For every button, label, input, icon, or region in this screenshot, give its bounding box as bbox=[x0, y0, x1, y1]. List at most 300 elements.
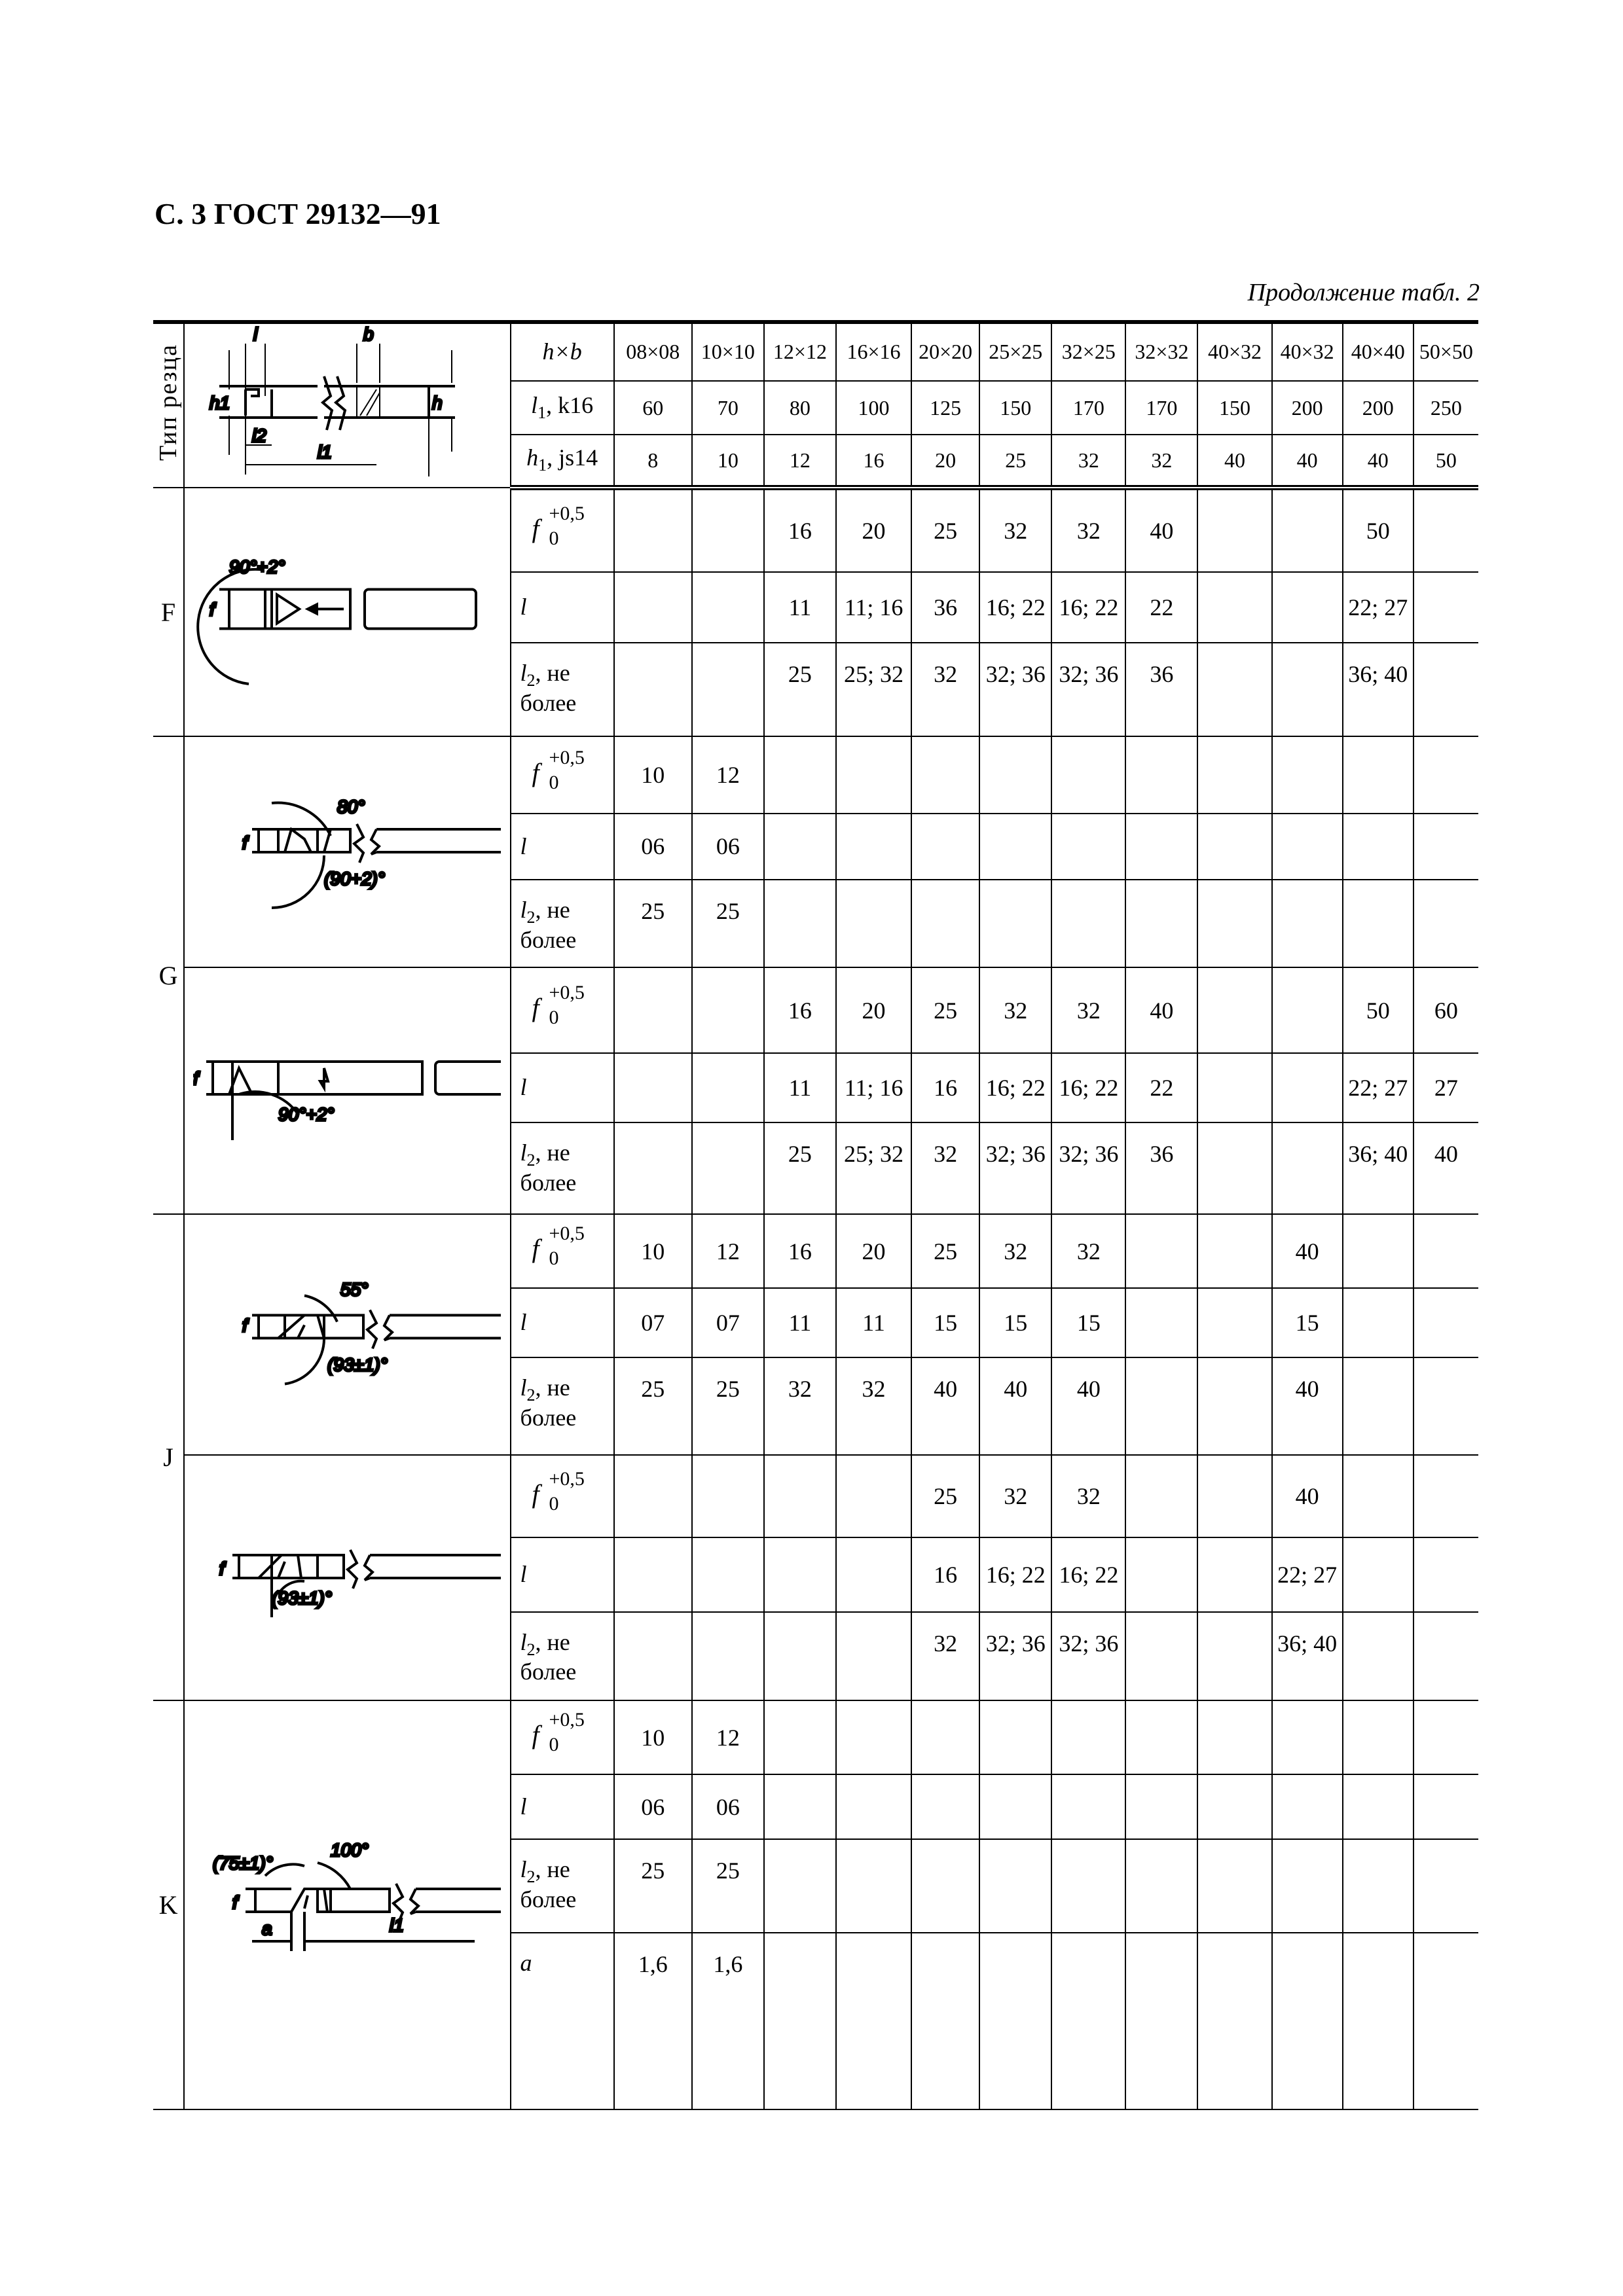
value-cell: 16 bbox=[911, 1053, 979, 1122]
value-cell bbox=[911, 814, 979, 880]
param-label-l bbox=[511, 572, 614, 643]
f-upper-tolerance: +0,5 bbox=[549, 1709, 585, 1731]
param-l-symbol: l bbox=[520, 594, 527, 620]
hb-label: h×b bbox=[542, 338, 582, 365]
value-cell bbox=[1125, 1933, 1197, 2109]
value-cell bbox=[1272, 1122, 1343, 1214]
value-cell bbox=[1197, 1357, 1271, 1455]
value-cell: 16 bbox=[764, 488, 836, 572]
value-cell: 25; 32 bbox=[836, 643, 911, 736]
value-cell bbox=[1197, 1839, 1271, 1932]
f-lower-tolerance: 0 bbox=[549, 527, 559, 549]
header-value-cell: 32×32 bbox=[1125, 322, 1197, 381]
value-cell: 36; 40 bbox=[1343, 1122, 1413, 1214]
param-label-l bbox=[511, 1288, 614, 1357]
value-cell: 32 bbox=[764, 1357, 836, 1455]
value-cell bbox=[692, 967, 764, 1053]
value-cell bbox=[836, 1700, 911, 1774]
a-dimension-label: a bbox=[262, 1918, 272, 1939]
value-cell bbox=[836, 880, 911, 967]
value-cell bbox=[1413, 1933, 1478, 2109]
header-value-cell: 25×25 bbox=[979, 322, 1051, 381]
value-cell bbox=[1051, 1839, 1125, 1932]
value-cell bbox=[614, 643, 692, 736]
l2-qualifier: , не более bbox=[520, 1374, 577, 1431]
value-cell bbox=[979, 1700, 1051, 1774]
value-cell bbox=[1272, 488, 1343, 572]
value-cell bbox=[911, 880, 979, 967]
param-l-symbol: l bbox=[520, 1561, 527, 1588]
value-cell bbox=[692, 488, 764, 572]
param-label-f bbox=[511, 1455, 614, 1537]
value-cell: 32 bbox=[979, 1214, 1051, 1288]
value-cell bbox=[1343, 1537, 1413, 1611]
f-upper-tolerance: +0,5 bbox=[549, 1223, 585, 1245]
value-cell: 32 bbox=[1051, 1214, 1125, 1288]
header-value-cell: 12 bbox=[764, 435, 836, 488]
cutter-type-cell: J bbox=[153, 1214, 184, 1700]
value-cell bbox=[1343, 1933, 1413, 2109]
value-cell: 40 bbox=[979, 1357, 1051, 1455]
header-value-cell: 170 bbox=[1051, 381, 1125, 435]
param-f bbox=[520, 982, 585, 1030]
value-cell bbox=[692, 572, 764, 643]
cutter-type-label: Тип резца bbox=[155, 344, 183, 461]
value-cell: 11; 16 bbox=[836, 1053, 911, 1122]
value-cell: 15 bbox=[911, 1288, 979, 1357]
value-cell: 10 bbox=[614, 1214, 692, 1288]
header-row bbox=[153, 322, 1478, 381]
f-upper-tolerance: +0,5 bbox=[549, 502, 585, 524]
value-cell bbox=[1272, 572, 1343, 643]
value-cell bbox=[1272, 967, 1343, 1053]
value-cell bbox=[764, 1612, 836, 1700]
value-cell: 16 bbox=[911, 1537, 979, 1611]
value-cell bbox=[614, 1455, 692, 1537]
value-cell: 60 bbox=[1413, 967, 1478, 1053]
value-cell: 1,6 bbox=[692, 1933, 764, 2109]
value-cell: 12 bbox=[692, 1214, 764, 1288]
value-cell: 32 bbox=[911, 1122, 979, 1214]
value-cell bbox=[692, 1122, 764, 1214]
value-cell bbox=[836, 1612, 911, 1700]
f-dimension-label: f bbox=[210, 599, 215, 620]
value-cell: 07 bbox=[692, 1288, 764, 1357]
value-cell: 20 bbox=[836, 1214, 911, 1288]
param-l-symbol: l bbox=[520, 1074, 527, 1101]
table-continuation-caption: Продолжение табл. 2 bbox=[1247, 279, 1480, 306]
value-cell: 32; 36 bbox=[1051, 1122, 1125, 1214]
value-cell bbox=[1413, 880, 1478, 967]
param-label-l2 bbox=[511, 1612, 614, 1700]
value-cell bbox=[692, 1455, 764, 1537]
header-value-cell: 40×32 bbox=[1272, 322, 1343, 381]
l1-symbol: l bbox=[531, 392, 538, 419]
param-f bbox=[520, 1709, 585, 1757]
value-cell bbox=[1197, 1933, 1271, 2109]
l1-subscript: 1 bbox=[538, 403, 547, 423]
value-cell bbox=[1272, 1700, 1343, 1774]
h1-dimension-label: h1 bbox=[210, 393, 230, 413]
value-cell: 36; 40 bbox=[1343, 643, 1413, 736]
value-cell bbox=[979, 736, 1051, 814]
header-value-cell: 170 bbox=[1125, 381, 1197, 435]
angle-label: (93±1)° bbox=[272, 1588, 333, 1608]
value-cell: 11 bbox=[764, 572, 836, 643]
f-lower-tolerance: 0 bbox=[549, 1734, 559, 1756]
value-cell bbox=[1051, 1700, 1125, 1774]
value-cell bbox=[1413, 1455, 1478, 1537]
f-upper-tolerance: +0,5 bbox=[549, 982, 585, 1004]
value-cell: 50 bbox=[1343, 967, 1413, 1053]
value-cell: 25 bbox=[911, 1455, 979, 1537]
param-label-l2 bbox=[511, 643, 614, 736]
value-cell bbox=[764, 736, 836, 814]
param-label-l bbox=[511, 1053, 614, 1122]
value-cell bbox=[764, 880, 836, 967]
value-cell: 40 bbox=[911, 1357, 979, 1455]
angle-label: 55° bbox=[340, 1279, 369, 1300]
angle-label: (93±1)° bbox=[327, 1354, 388, 1375]
value-cell bbox=[911, 1700, 979, 1774]
value-cell bbox=[1343, 736, 1413, 814]
l2-symbol: l bbox=[520, 660, 527, 687]
value-cell: 15 bbox=[979, 1288, 1051, 1357]
l2-qualifier: , не более bbox=[520, 1856, 577, 1913]
l2-symbol: l bbox=[520, 1628, 527, 1655]
value-cell: 07 bbox=[614, 1288, 692, 1357]
value-cell bbox=[1197, 1214, 1271, 1288]
value-cell bbox=[836, 814, 911, 880]
cutter-type-cell: F bbox=[153, 488, 184, 736]
table-row bbox=[153, 1455, 1478, 1537]
value-cell: 32; 36 bbox=[979, 1612, 1051, 1700]
value-cell bbox=[1197, 1288, 1271, 1357]
value-cell bbox=[1413, 736, 1478, 814]
header-value-cell: 40×32 bbox=[1197, 322, 1271, 381]
value-cell bbox=[1343, 1214, 1413, 1288]
h1-symbol: h bbox=[526, 444, 539, 471]
value-cell bbox=[1125, 1839, 1197, 1932]
l2-dimension-label: l2 bbox=[252, 425, 267, 446]
value-cell bbox=[764, 1537, 836, 1611]
header-value-cell: 20×20 bbox=[911, 322, 979, 381]
value-cell bbox=[1272, 1053, 1343, 1122]
value-cell: 16; 22 bbox=[1051, 1053, 1125, 1122]
value-cell bbox=[979, 1774, 1051, 1839]
cutter-type-cell: G bbox=[153, 736, 184, 1214]
header-value-cell: 25 bbox=[979, 435, 1051, 488]
value-cell: 25 bbox=[911, 488, 979, 572]
value-cell: 06 bbox=[614, 814, 692, 880]
l2-subscript: 2 bbox=[526, 671, 536, 691]
param-l-symbol: l bbox=[520, 1309, 527, 1336]
header-value-cell: 10×10 bbox=[692, 322, 764, 381]
cutter-drawing-j2 bbox=[193, 1456, 501, 1694]
value-cell bbox=[1125, 1537, 1197, 1611]
l2-subscript: 2 bbox=[526, 1151, 536, 1170]
value-cell: 25 bbox=[764, 1122, 836, 1214]
value-cell: 36 bbox=[1125, 1122, 1197, 1214]
value-cell: 32 bbox=[836, 1357, 911, 1455]
value-cell bbox=[911, 1774, 979, 1839]
value-cell: 06 bbox=[692, 1774, 764, 1839]
angle-label: 80° bbox=[337, 797, 365, 817]
value-cell bbox=[1343, 1612, 1413, 1700]
value-cell bbox=[692, 1053, 764, 1122]
value-cell bbox=[1051, 1933, 1125, 2109]
header-value-cell: 40×40 bbox=[1343, 322, 1413, 381]
value-cell: 25 bbox=[614, 1839, 692, 1932]
value-cell bbox=[614, 572, 692, 643]
value-cell: 16; 22 bbox=[979, 1537, 1051, 1611]
value-cell: 36 bbox=[911, 572, 979, 643]
cutter-drawing-cell bbox=[184, 1700, 510, 2109]
value-cell: 32 bbox=[1051, 488, 1125, 572]
value-cell: 22; 27 bbox=[1272, 1537, 1343, 1611]
f-upper-tolerance: +0,5 bbox=[549, 1467, 585, 1490]
value-cell bbox=[836, 1839, 911, 1932]
cutter-drawing-cell bbox=[184, 488, 510, 736]
value-cell bbox=[1197, 572, 1271, 643]
param-label-f bbox=[511, 1214, 614, 1288]
value-cell bbox=[1413, 572, 1478, 643]
param-label-l2 bbox=[511, 1122, 614, 1214]
value-cell bbox=[614, 488, 692, 572]
h-dimension-label: h bbox=[432, 393, 443, 413]
value-cell bbox=[1125, 1214, 1197, 1288]
f-dimension-label: f bbox=[242, 1315, 248, 1336]
value-cell: 11 bbox=[764, 1053, 836, 1122]
table-row bbox=[153, 1214, 1478, 1288]
value-cell: 15 bbox=[1051, 1288, 1125, 1357]
f-symbol: f bbox=[532, 757, 539, 787]
angle-label: (90+2)° bbox=[324, 869, 386, 889]
cutter-drawing-cell bbox=[184, 1214, 510, 1455]
value-cell bbox=[1125, 1774, 1197, 1839]
param-label-l bbox=[511, 1774, 614, 1839]
header-value-cell: 150 bbox=[1197, 381, 1271, 435]
f-upper-tolerance: +0,5 bbox=[549, 746, 585, 768]
value-cell: 40 bbox=[1125, 488, 1197, 572]
f-lower-tolerance: 0 bbox=[549, 1247, 559, 1270]
f-dimension-label: f bbox=[242, 833, 248, 853]
value-cell: 27 bbox=[1413, 1053, 1478, 1122]
l2-qualifier: , не более bbox=[520, 1628, 577, 1685]
value-cell: 25 bbox=[764, 643, 836, 736]
cutter-dimensions-table bbox=[153, 320, 1478, 2110]
value-cell bbox=[1272, 814, 1343, 880]
value-cell: 25 bbox=[911, 1214, 979, 1288]
cutter-drawing-k bbox=[193, 1701, 501, 2103]
value-cell bbox=[1272, 1774, 1343, 1839]
header-value-cell: 80 bbox=[764, 381, 836, 435]
value-cell: 12 bbox=[692, 1700, 764, 1774]
value-cell bbox=[1197, 967, 1271, 1053]
f-lower-tolerance: 0 bbox=[549, 1492, 559, 1515]
param-f bbox=[520, 1467, 585, 1516]
header-value-cell: 200 bbox=[1272, 381, 1343, 435]
value-cell bbox=[1197, 1700, 1271, 1774]
value-cell: 32 bbox=[1051, 1455, 1125, 1537]
value-cell bbox=[614, 1053, 692, 1122]
value-cell: 15 bbox=[1272, 1288, 1343, 1357]
value-cell bbox=[911, 1839, 979, 1932]
value-cell bbox=[1125, 1700, 1197, 1774]
value-cell: 32 bbox=[911, 643, 979, 736]
cutter-drawing-cell bbox=[184, 1455, 510, 1700]
value-cell bbox=[1413, 1537, 1478, 1611]
value-cell bbox=[1413, 488, 1478, 572]
header-param-label bbox=[511, 381, 614, 435]
value-cell: 22; 27 bbox=[1343, 1053, 1413, 1122]
value-cell: 10 bbox=[614, 1700, 692, 1774]
value-cell bbox=[764, 1839, 836, 1932]
f-dimension-label: f bbox=[232, 1892, 238, 1912]
angle-label: 90°+2° bbox=[229, 556, 285, 577]
value-cell bbox=[1343, 1288, 1413, 1357]
b-dimension-label: b bbox=[363, 324, 374, 344]
l2-symbol: l bbox=[520, 1139, 527, 1166]
value-cell: 20 bbox=[836, 488, 911, 572]
header-value-cell: 20 bbox=[911, 435, 979, 488]
header-value-cell: 60 bbox=[614, 381, 692, 435]
value-cell: 25 bbox=[692, 1839, 764, 1932]
value-cell: 16; 22 bbox=[1051, 572, 1125, 643]
value-cell bbox=[1413, 1357, 1478, 1455]
value-cell bbox=[614, 1612, 692, 1700]
l2-qualifier: , не более bbox=[520, 660, 577, 717]
page-header: С. 3 ГОСТ 29132—91 bbox=[155, 197, 441, 230]
value-cell bbox=[1197, 1612, 1271, 1700]
value-cell bbox=[1413, 1774, 1478, 1839]
header-param-label bbox=[511, 435, 614, 488]
cutter-dimension-drawing bbox=[184, 322, 510, 488]
cutter-drawing-g2 bbox=[193, 968, 501, 1208]
value-cell: 22; 27 bbox=[1343, 572, 1413, 643]
param-f bbox=[520, 1223, 585, 1271]
header-value-cell: 150 bbox=[979, 381, 1051, 435]
value-cell bbox=[1272, 880, 1343, 967]
value-cell: 16; 22 bbox=[979, 1053, 1051, 1122]
header-value-cell: 08×08 bbox=[614, 322, 692, 381]
param-label-f bbox=[511, 1700, 614, 1774]
value-cell bbox=[1272, 736, 1343, 814]
header-value-cell: 12×12 bbox=[764, 322, 836, 381]
value-cell bbox=[1197, 1774, 1271, 1839]
header-value-cell: 32 bbox=[1051, 435, 1125, 488]
value-cell bbox=[764, 1455, 836, 1537]
f-lower-tolerance: 0 bbox=[549, 771, 559, 793]
value-cell bbox=[1343, 1839, 1413, 1932]
value-cell bbox=[764, 1933, 836, 2109]
value-cell: 36; 40 bbox=[1272, 1612, 1343, 1700]
value-cell: 16; 22 bbox=[1051, 1537, 1125, 1611]
value-cell bbox=[1413, 1839, 1478, 1932]
value-cell bbox=[911, 1933, 979, 2109]
header-value-cell: 250 bbox=[1413, 381, 1478, 435]
value-cell bbox=[1343, 1774, 1413, 1839]
header-value-cell: 32 bbox=[1125, 435, 1197, 488]
angle-label: 90°+2° bbox=[278, 1104, 335, 1124]
value-cell bbox=[1051, 814, 1125, 880]
value-cell: 32; 36 bbox=[979, 643, 1051, 736]
value-cell bbox=[1343, 814, 1413, 880]
value-cell: 11; 16 bbox=[836, 572, 911, 643]
value-cell: 1,6 bbox=[614, 1933, 692, 2109]
value-cell: 10 bbox=[614, 736, 692, 814]
h1-tolerance: , js14 bbox=[547, 444, 598, 471]
value-cell: 40 bbox=[1272, 1455, 1343, 1537]
value-cell bbox=[764, 1774, 836, 1839]
header-value-cell: 50×50 bbox=[1413, 322, 1478, 381]
h1-subscript: 1 bbox=[538, 456, 547, 475]
value-cell bbox=[614, 1537, 692, 1611]
value-cell: 20 bbox=[836, 967, 911, 1053]
value-cell bbox=[1343, 1700, 1413, 1774]
cutter-type-cell: K bbox=[153, 1700, 184, 2109]
header-value-cell: 200 bbox=[1343, 381, 1413, 435]
value-cell bbox=[692, 1612, 764, 1700]
param-a-symbol: a bbox=[520, 1949, 532, 1976]
value-cell bbox=[1125, 814, 1197, 880]
value-cell bbox=[1125, 880, 1197, 967]
value-cell bbox=[1125, 1612, 1197, 1700]
value-cell: 40 bbox=[1272, 1357, 1343, 1455]
value-cell: 25 bbox=[692, 880, 764, 967]
cutter-drawing-cell bbox=[184, 967, 510, 1214]
angle-label: (75±1)° bbox=[213, 1853, 274, 1873]
header-value-cell: 10 bbox=[692, 435, 764, 488]
value-cell: 06 bbox=[614, 1774, 692, 1839]
value-cell: 50 bbox=[1343, 488, 1413, 572]
value-cell: 25 bbox=[614, 1357, 692, 1455]
value-cell bbox=[1197, 880, 1271, 967]
l1-dimension-label: l1 bbox=[318, 442, 333, 462]
header-value-cell: 16×16 bbox=[836, 322, 911, 381]
value-cell bbox=[764, 1700, 836, 1774]
value-cell: 40 bbox=[1272, 1214, 1343, 1288]
f-symbol: f bbox=[532, 1720, 539, 1750]
l1-dimension-label: l1 bbox=[390, 1915, 405, 1935]
value-cell: 40 bbox=[1125, 967, 1197, 1053]
value-cell: 16; 22 bbox=[979, 572, 1051, 643]
l2-symbol: l bbox=[520, 897, 527, 924]
l2-subscript: 2 bbox=[526, 1867, 536, 1887]
f-dimension-label: f bbox=[193, 1068, 199, 1088]
value-cell bbox=[1197, 1053, 1271, 1122]
param-label-l2 bbox=[511, 1357, 614, 1455]
value-cell: 25 bbox=[692, 1357, 764, 1455]
value-cell bbox=[1272, 1839, 1343, 1932]
l-dimension-label: l bbox=[253, 324, 258, 344]
value-cell bbox=[1413, 1288, 1478, 1357]
header-value-cell: 40 bbox=[1343, 435, 1413, 488]
value-cell bbox=[1413, 643, 1478, 736]
value-cell: 16 bbox=[764, 967, 836, 1053]
value-cell bbox=[1413, 1612, 1478, 1700]
value-cell bbox=[836, 1455, 911, 1537]
value-cell: 12 bbox=[692, 736, 764, 814]
value-cell bbox=[692, 1537, 764, 1611]
l2-subscript: 2 bbox=[526, 1640, 536, 1659]
value-cell bbox=[764, 814, 836, 880]
header-value-cell: 16 bbox=[836, 435, 911, 488]
l2-qualifier: , не более bbox=[520, 897, 577, 953]
l2-symbol: l bbox=[520, 1374, 527, 1401]
value-cell: 22 bbox=[1125, 572, 1197, 643]
value-cell bbox=[836, 1933, 911, 2109]
